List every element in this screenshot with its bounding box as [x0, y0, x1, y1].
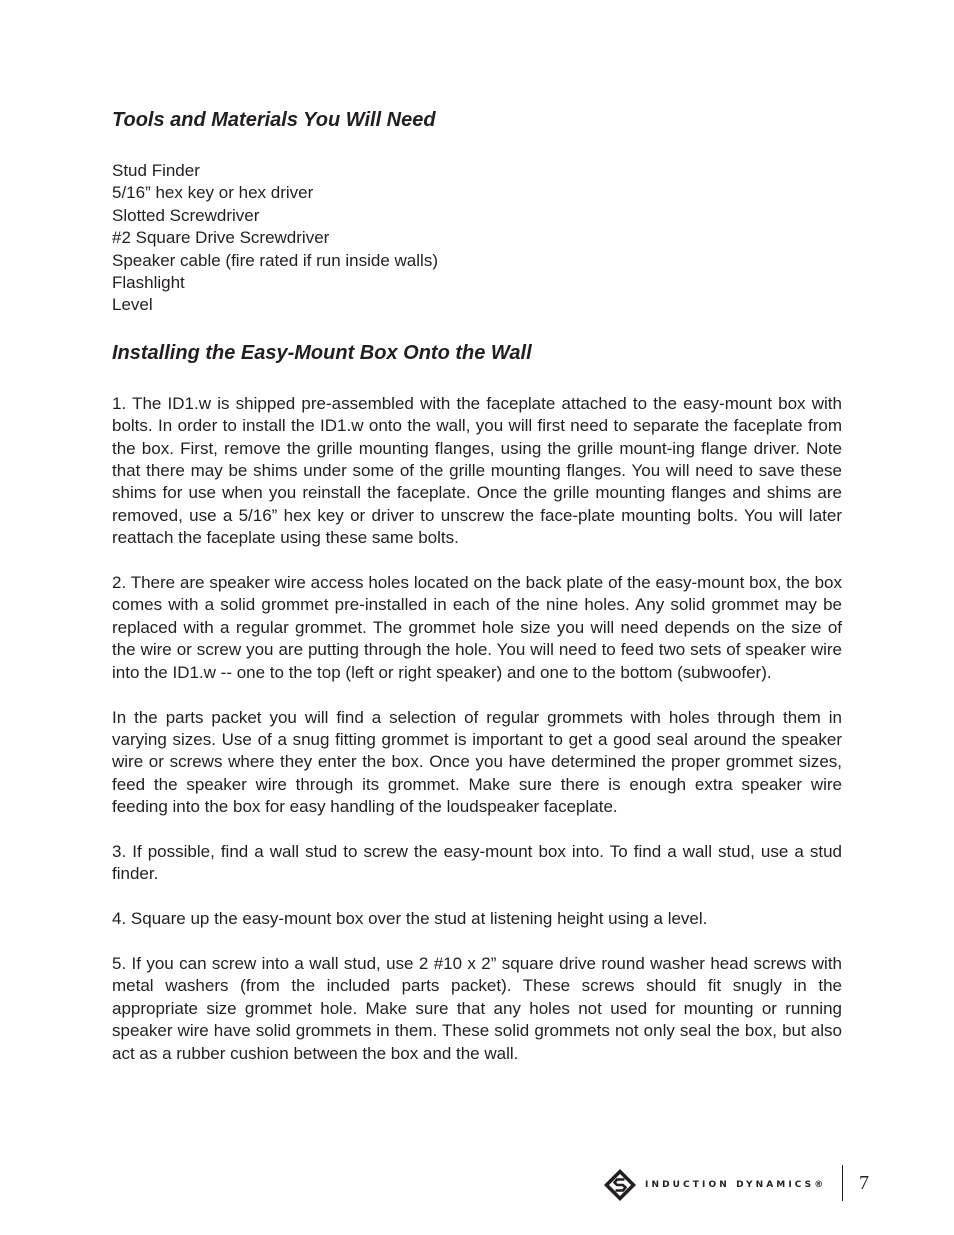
step-paragraph-2: 2. There are speaker wire access holes located on the back plate of the easy-mount box, the box comes with a solid grommet pre-installed in each of the nine holes. Any solid grommet may be replaced with a regular grommet. The grommet hole size you will need depends on the size of the wire or screw you are putting through the hole. You will need to feed two sets of speaker wire into the ID1.w -- one to the top (left or right speaker) and one to the bottom (subwoofer). — [112, 573, 842, 682]
install-steps — [112, 393, 842, 1065]
grommet-paragraph: In the parts packet you will find a selection of regular grommets with holes through them in varying sizes. Use of a snug fitting grommet is important to get a good seal around the speaker wire or screws where they enter the box. Once you have determined the proper grommet sizes, feed the speaker wire through its grommet. Make sure there is enough extra speaker wire feeding into the box for easy handling of the loudspeaker faceplate. — [112, 707, 842, 817]
step-paragraph-5: 5. If you can screw into a wall stud, use 2 #10 x 2” square drive round washer head screws with metal washers (from the included parts packet). These screws should fit snugly in the appropriate size grommet hole. Make sure that any holes not used for mounting or running speaker wire have solid grommets in them. These solid grommets not only seal the box, but also act as a rubber cushion between the box and the wall. — [112, 953, 842, 1063]
install-heading: Installing the Easy-Mount Box Onto the Wall — [112, 341, 532, 364]
list-item: Speaker cable (fire rated if run inside walls) — [112, 250, 438, 270]
brand-name: INDUCTION DYNAMICS® — [645, 1180, 827, 1190]
list-item: Stud Finder — [112, 161, 200, 180]
list-item: Flashlight — [112, 273, 185, 293]
page-content — [112, 104, 842, 1087]
page-footer — [603, 1165, 873, 1205]
step-paragraph-1: 1. The ID1.w is shipped pre-assembled with the faceplate attached to the easy-mount box with bolts. In order to install the ID1.w onto the wall, you will first need to separate the faceplate from the box. First, remove the grille mounting flanges, using the grille mount-ing flange driver. Note that there may be shims under some of the grille mounting flanges. You will need to save these shims for use when you reinstall the faceplate. Once the grille mounting flanges and shims are removed, use a 5/16” hex key or driver to unscrew the face-plate mounting bolts. You will later reattach the faceplate using these same bolts. — [112, 393, 842, 548]
diamond-s-logo-icon — [603, 1168, 637, 1202]
step-paragraph-3: 3. If possible, find a wall stud to screw the easy-mount box into. To find a wall stud, use a stud finder. — [112, 841, 842, 884]
list-item: Level — [112, 295, 153, 315]
tools-list — [112, 160, 842, 317]
list-item: Slotted Screwdriver — [112, 205, 260, 225]
list-item: 5/16” hex key or hex driver — [112, 183, 314, 203]
step-paragraph-4: 4. Square up the easy-mount box over the stud at listening height using a level. — [112, 909, 708, 929]
list-item: #2 Square Drive Screwdriver — [112, 228, 330, 248]
page-number: 7 — [859, 1172, 869, 1194]
footer-divider — [842, 1165, 843, 1201]
tools-heading: Tools and Materials You Will Need — [112, 109, 436, 131]
